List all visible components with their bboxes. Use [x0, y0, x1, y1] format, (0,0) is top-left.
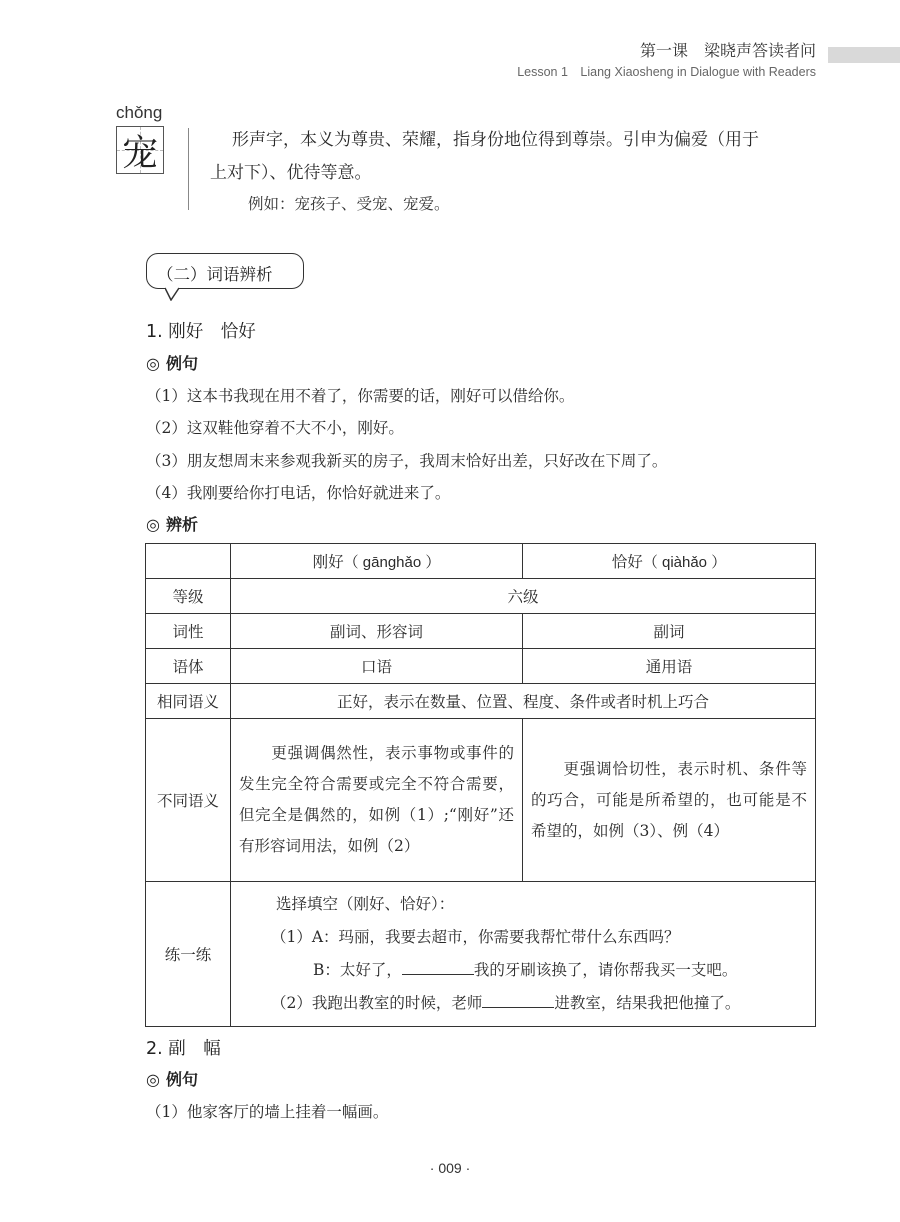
table-row-level [146, 579, 816, 614]
definition-divider [188, 128, 189, 210]
char-pinyin: chǒng [116, 103, 163, 122]
example-sentence: （1）这本书我现在用不着了，你需要的话，刚好可以借给你。 [146, 387, 575, 405]
row-label: 等级 [146, 579, 231, 614]
header-lesson-title-en: Lesson 1 Liang Xiaosheng in Dialogue with Readers [517, 65, 816, 79]
item2-examples-heading: ◎ 例句 [146, 1070, 198, 1089]
char-definition-line2: 上对下）、优待等意。 [210, 163, 372, 183]
item1-examples-heading: ◎ 例句 [146, 354, 198, 373]
item2-title: 2. 副 幅 [146, 1039, 221, 1059]
fill-in-blank[interactable] [482, 991, 554, 1008]
diff-meaning-col2: 更强调恰切性，表示时机、条件等的巧合，可能是所希望的，也可能是不希望的，如例（3）、例（4） [523, 719, 816, 882]
comparison-table [145, 543, 816, 1027]
example-sentence: （2）这双鞋他穿着不大不小，刚好。 [146, 419, 404, 437]
char-grid-box [116, 126, 164, 174]
row-label: 语体 [146, 649, 231, 684]
same-meaning-value: 正好，表示在数量、位置、程度、条件或者时机上巧合 [231, 684, 816, 719]
table-row-same-meaning [146, 684, 816, 719]
fill-in-blank[interactable] [402, 958, 474, 975]
pos-col1: 副词、形容词 [231, 614, 523, 649]
table-row-pos [146, 614, 816, 649]
page-number: · 009 · [429, 1160, 471, 1176]
row-label: 相同语义 [146, 684, 231, 719]
item1-analysis-heading: ◎ 辨析 [146, 515, 198, 534]
header-lesson-title-cn: 第一课 梁晓声答读者问 [639, 41, 816, 60]
pos-col2: 副词 [523, 614, 816, 649]
table-header-col2: 恰好（ qiàhǎo ） [523, 544, 816, 579]
header-decorative-bar [828, 47, 900, 63]
register-col1: 口语 [231, 649, 523, 684]
practice-q2: （2）我跑出教室的时候，老师 进教室，结果我把他撞了。 [243, 987, 803, 1020]
table-row-practice [146, 882, 816, 1027]
speech-bubble-tail [165, 287, 181, 301]
row-label: 练一练 [146, 882, 231, 1027]
row-label: 不同语义 [146, 719, 231, 882]
item1-title: 1. 刚好 恰好 [146, 322, 256, 342]
diff-meaning-col1: 更强调偶然性，表示事物或事件的发生完全符合需要或完全不符合需要，但完全是偶然的，如例（1）;“刚好”还有形容词用法，如例（2） [231, 719, 523, 882]
practice-cell [231, 882, 816, 1027]
example-sentence: （3）朋友想周末来参观我新买的房子，我周末恰好出差，只好改在下周了。 [146, 452, 668, 470]
char-glyph: 宠 [121, 132, 158, 174]
section-title-bubble [146, 253, 304, 289]
table-row-register [146, 649, 816, 684]
section-title: （二）词语辨析 [157, 265, 273, 284]
table-header-row [146, 544, 816, 579]
example-sentence: （4）我刚要给你打电话，你恰好就进来了。 [146, 484, 451, 502]
row-label: 词性 [146, 614, 231, 649]
register-col2: 通用语 [523, 649, 816, 684]
practice-q1b: B：太好了， 我的牙刷该换了，请你帮我买一支吧。 [243, 954, 803, 987]
table-header-col1: 刚好（ gānghǎo ） [231, 544, 523, 579]
char-example: 例如：宠孩子、受宠、宠爱。 [248, 195, 450, 213]
table-row-diff-meaning [146, 719, 816, 882]
table-corner-cell [146, 544, 231, 579]
level-value: 六级 [231, 579, 816, 614]
practice-q1a: （1）A：玛丽，我要去超市，你需要我帮忙带什么东西吗？ [271, 928, 680, 946]
example-sentence: （1）他家客厅的墙上挂着一幅画。 [146, 1103, 389, 1121]
practice-intro: 选择填空（刚好、恰好）： [276, 895, 455, 913]
char-definition-line1: 形声字，本义为尊贵、荣耀，指身份地位得到尊崇。引申为偏爱（用于 [232, 130, 759, 150]
